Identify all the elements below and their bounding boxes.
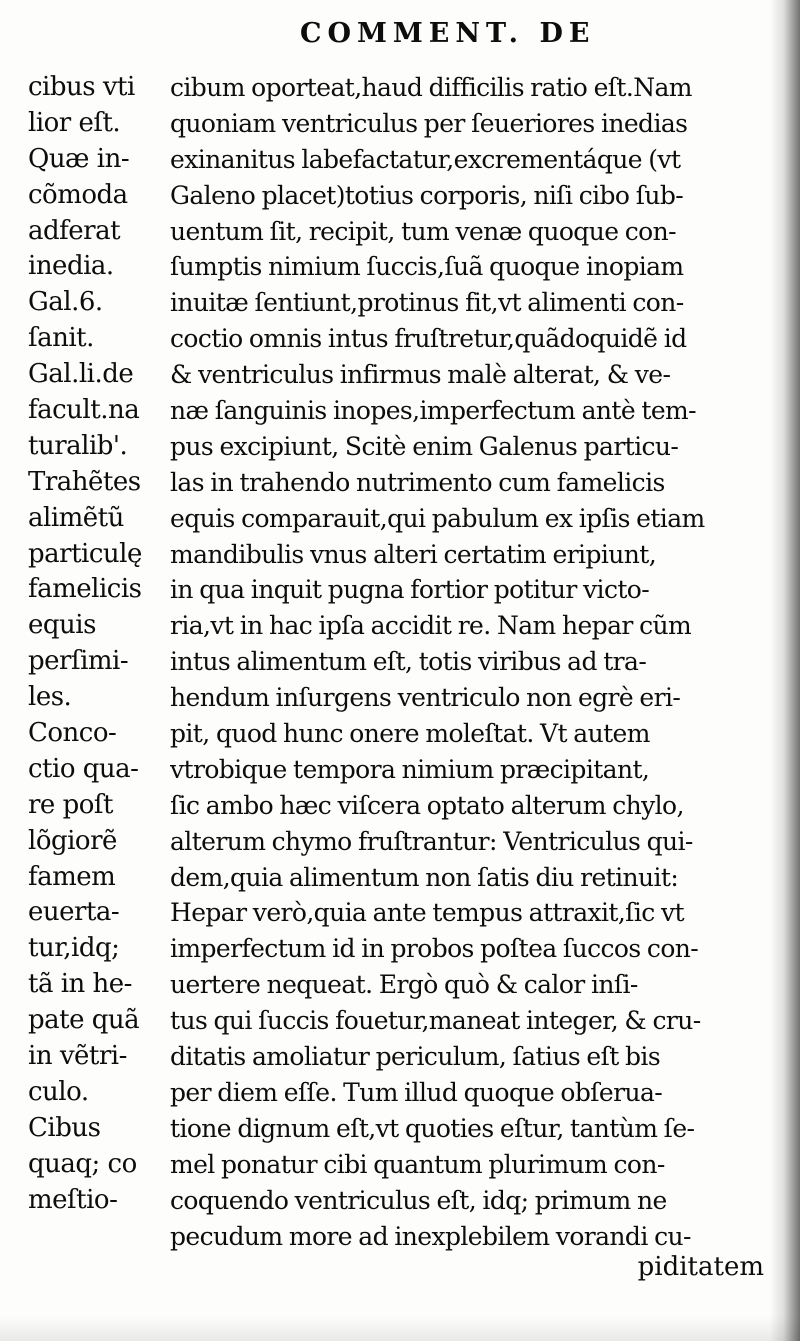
body-text-line: equis comparauit,qui pabulum ex ipſis etiam bbox=[170, 503, 705, 533]
margin-note-line: in vẽtri- bbox=[28, 1041, 127, 1072]
margin-note-line: tur,idq; bbox=[28, 933, 120, 964]
margin-note-line: Gal.li.de bbox=[28, 359, 134, 390]
margin-note-line: turalib'. bbox=[28, 430, 128, 461]
body-text-line: alterum chymo fruſtrantur: Ventriculus qui- bbox=[170, 826, 693, 856]
body-text-line: pecudum more ad inexplebilem vorandi cu- bbox=[170, 1221, 691, 1251]
body-text-line: næ ſanguinis inopes,imperfectum antè tem- bbox=[170, 396, 696, 426]
body-text-line: hendum inſurgens ventriculo non egrè eri- bbox=[170, 683, 681, 713]
body-text-line: las in trahendo nutrimento cum famelicis bbox=[170, 467, 665, 497]
body-text-line: tione dignum eſt,vt quoties eſtur, tantùm ſe- bbox=[170, 1113, 695, 1143]
body-text-line: per diem eſſe. Tum illud quoque obſerua- bbox=[170, 1077, 663, 1107]
margin-note-line: ſanit. bbox=[28, 323, 94, 354]
page-bottom-shadow bbox=[0, 1315, 800, 1341]
margin-note-line: adferat bbox=[28, 215, 121, 246]
body-text-line: inuitæ ſentiunt,protinus fit,vt alimenti con- bbox=[170, 288, 684, 318]
margin-note-line: cibus vti bbox=[28, 72, 135, 102]
body-text-line: mandibulis vnus alteri certatim eripiunt, bbox=[170, 539, 657, 569]
body-text-line: Hepar verò,quia ante tempus attraxit,ſic vt bbox=[170, 898, 684, 928]
body-text-line: in qua inquit pugna fortior potitur victo- bbox=[170, 575, 650, 605]
margin-note-line: ctio qua- bbox=[28, 753, 139, 784]
margin-note-line: re poſt bbox=[28, 789, 113, 820]
margin-note-line: tã in he- bbox=[28, 969, 132, 1000]
margin-note-line: particulę bbox=[28, 538, 142, 569]
margin-note-line: les. bbox=[28, 682, 72, 713]
body-text-line: ſumptis nimium ſuccis,ſuã quoque inopiam bbox=[170, 252, 684, 282]
margin-note-line: Gal.6. bbox=[28, 287, 103, 318]
body-text-line: tus qui ſuccis fouetur,maneat integer, & cru- bbox=[170, 1006, 701, 1036]
body-text-line: cibum oporteat,haud difficilis ratio eſt.Nam bbox=[170, 73, 692, 102]
margin-note-line: equis bbox=[28, 610, 96, 641]
margin-note-line: cõmoda bbox=[28, 179, 128, 210]
margin-note-line: Quæ in- bbox=[28, 143, 130, 174]
catchword: piditatem bbox=[637, 1252, 764, 1282]
margin-note-line: perſimi- bbox=[28, 646, 129, 677]
running-head: COMMENT. DE bbox=[300, 18, 596, 49]
body-text-line: coquendo ventriculus eſt, idq; primum ne bbox=[170, 1185, 667, 1215]
body-text-line: ſic ambo hæc viſcera optato alterum chylo, bbox=[170, 790, 684, 820]
body-text-line: uentum ſit, recipit, tum venæ quoque con- bbox=[170, 216, 676, 246]
margin-note-line: pate quã bbox=[28, 1005, 140, 1036]
margin-note-line: Trahẽtes bbox=[28, 466, 141, 497]
margin-note-line: alimẽtũ bbox=[28, 502, 124, 533]
page-gutter-shadow bbox=[770, 0, 800, 1341]
margin-note-line: facult.na bbox=[28, 395, 140, 426]
body-text-line: pus excipiunt, Scitè enim Galenus particu- bbox=[170, 431, 679, 461]
margin-note-line: Cibus bbox=[28, 1112, 101, 1143]
body-text-line: quoniam ventriculus per ſeueriores inedias bbox=[170, 108, 688, 138]
body-text-line: Galeno placet)totius corporis, niſi cibo ſub- bbox=[170, 180, 684, 210]
margin-note-line: culo. bbox=[28, 1076, 89, 1107]
margin-note-line: meſtio- bbox=[28, 1184, 118, 1215]
body-text-line: intus alimentum eſt, totis viribus ad tra- bbox=[170, 647, 647, 677]
margin-note-line: lior eſt. bbox=[28, 107, 121, 138]
margin-note-line: inedia. bbox=[28, 251, 114, 282]
body-text-line: uertere nequeat. Ergò quò & calor inſi- bbox=[170, 970, 638, 1000]
margin-note-line: famem bbox=[28, 861, 116, 892]
body-text-line: exinanitus labefactatur,excrementáque (vt bbox=[170, 144, 681, 174]
margin-note-line: famelicis bbox=[28, 574, 142, 605]
body-text bbox=[170, 70, 770, 1254]
margin-note-line: lõgiorẽ bbox=[28, 825, 117, 856]
margin-note-line: euerta- bbox=[28, 897, 120, 928]
body-text-line: ditatis amoliatur periculum, ſatius eſt bis bbox=[170, 1042, 661, 1072]
body-text-line: pit, quod hunc onere moleſtat. Vt autem bbox=[170, 719, 650, 749]
margin-note-line: Conco- bbox=[28, 718, 117, 749]
body-text-line: imperfectum id in probos poſtea ſuccos con- bbox=[170, 934, 699, 964]
body-text-line: dem,quia alimentum non ſatis diu retinuit: bbox=[170, 862, 679, 892]
margin-note-line: quaq; co bbox=[28, 1148, 137, 1179]
body-text-line: & ventriculus infirmus malè alterat, & ve- bbox=[170, 360, 671, 390]
body-text-line: ria,vt in hac ipſa accidit re. Nam hepar cũm bbox=[170, 611, 692, 641]
marginal-notes bbox=[28, 70, 168, 1219]
body-text-line: vtrobique tempora nimium præcipitant, bbox=[170, 754, 650, 784]
body-text-line: coctio omnis intus fruſtretur,quãdoquidẽ id bbox=[170, 324, 687, 354]
body-text-line: mel ponatur cibi quantum plurimum con- bbox=[170, 1149, 665, 1179]
